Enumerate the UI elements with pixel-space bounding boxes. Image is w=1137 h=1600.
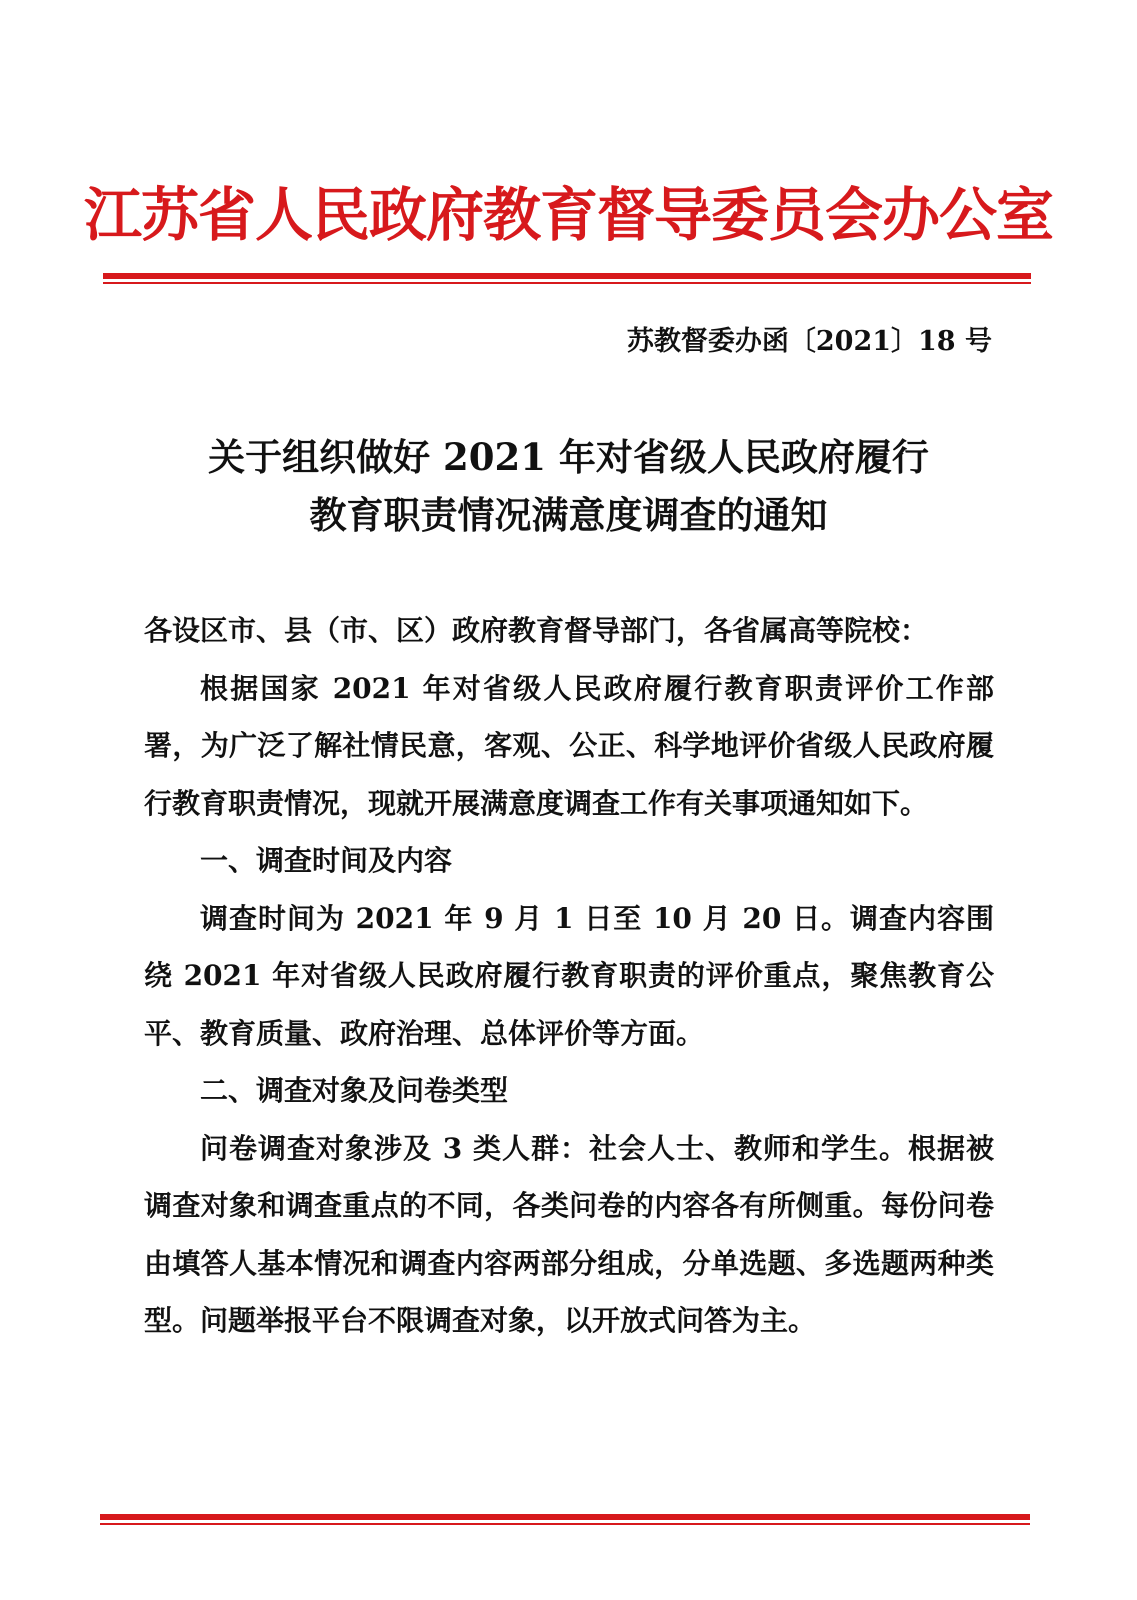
- document-title: [0, 428, 1137, 544]
- red-rule-thin: [103, 282, 1031, 284]
- footer-red-rule: [100, 1514, 1030, 1525]
- addressee: 各设区市、县（市、区）政府教育督导部门，各省属高等院校：: [144, 614, 929, 647]
- section-1-heading: 一、调查时间及内容: [200, 844, 453, 877]
- section-1-paragraph: 调查时间为 2021 年 9 月 1 日至 10 月 20 日。调查内容围绕 2021 年对省级人民政府履行教育职责的评价重点，聚焦教育公平、教育质量、政府治理、总体评价等方面。: [144, 901, 994, 1050]
- section-2-paragraph: 问卷调查对象涉及 3 类人群：社会人士、教师和学生。根据被调查对象和调查重点的不同，各类问卷的内容各有所侧重。每份问卷由填答人基本情况和调查内容两部分组成，分单选题、多选题两种类型。问题举报平台不限调查对象，以开放式问答为主。: [144, 1131, 994, 1337]
- intro-paragraph: 根据国家 2021 年对省级人民政府履行教育职责评价工作部署，为广泛了解社情民意，客观、公正、科学地评价省级人民政府履行教育职责情况，现就开展满意度调查工作有关事项通知如下。: [144, 671, 994, 820]
- document-number: 苏教督委办函〔2021〕18 号: [626, 326, 992, 357]
- issuer-masthead: 江苏省人民政府教育督导委员会办公室: [83, 181, 1053, 249]
- footer-rule-thin: [100, 1523, 1030, 1525]
- section-2-heading: 二、调查对象及问卷类型: [200, 1074, 509, 1107]
- document-body: [144, 602, 994, 1350]
- document-title-line-1: 关于组织做好 2021 年对省级人民政府履行: [208, 435, 929, 479]
- masthead-red-rule: [103, 273, 1031, 284]
- document-title-line-2: 教育职责情况满意度调查的通知: [309, 493, 828, 537]
